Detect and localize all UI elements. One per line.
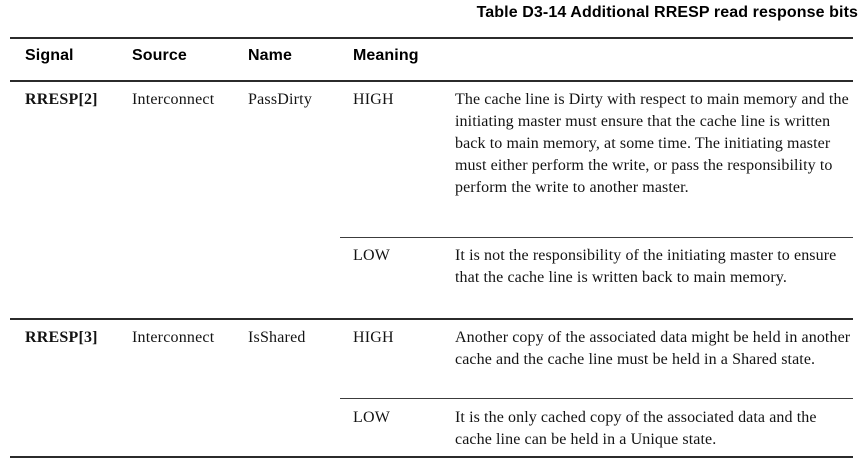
source-cell: Interconnect [132,329,215,346]
meaning-separator-rule [340,237,853,238]
column-header-signal: Signal [25,47,74,64]
signal-cell: RRESP[2] [25,91,98,108]
column-header-source: Source [132,47,187,64]
meaning-description: It is the only cached copy of the associated data and the cache line can be held in a Unique state. [455,409,817,448]
column-header-name: Name [248,47,292,64]
meaning-description: It is not the responsibility of the initiating master to ensure that the cache line is written back to main memory. [455,247,837,286]
name-cell: PassDirty [248,91,313,108]
column-header-meaning: Meaning [353,47,419,64]
meaning-separator-rule [340,398,853,399]
table-bottom-rule [10,456,853,458]
meaning-description: The cache line is Dirty with respect to main memory and the initiating master must ensure that the cache line is written back to main memory, at some time. The initiating master must either perform the write, or pass the responsibility to perform the write to another master. [455,91,849,196]
table-top-rule [10,37,853,39]
condition-cell: LOW [353,409,391,426]
source-cell: Interconnect [132,91,215,108]
meaning-description: Another copy of the associated data might be held in another cache and the cache line must be held in a Shared state. [455,329,851,368]
signal-cell: RRESP[3] [25,329,98,346]
name-cell: IsShared [248,329,306,346]
header-bottom-rule [10,80,853,82]
table-title: Table D3-14 Additional RRESP read response bits [476,4,858,21]
condition-cell: HIGH [353,329,394,346]
condition-cell: LOW [353,247,391,264]
row-separator-rule [10,318,853,320]
condition-cell: HIGH [353,91,394,108]
